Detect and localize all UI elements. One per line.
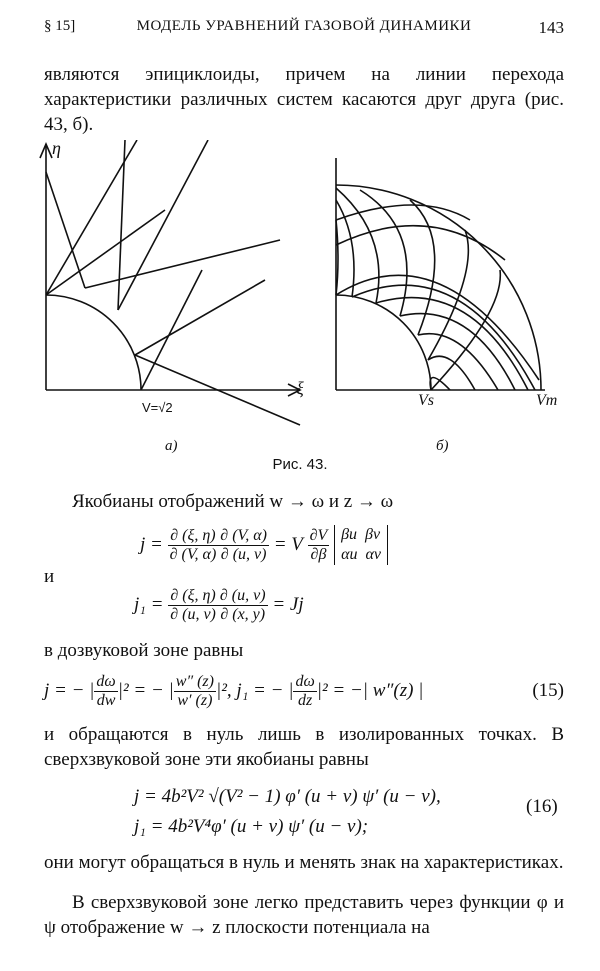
word-and: и <box>44 566 55 587</box>
eq16-number: (16) <box>526 796 558 817</box>
sublabel-b: б) <box>436 438 449 454</box>
end-paragraph-2: В сверхзвуковой зоне легко представить через функции φ и ψ отображение w → z плоскости потенциала на <box>44 892 564 938</box>
jacobian-intro: Якобианы отображений w → ω и z → ω <box>72 491 394 512</box>
point-label-sqrt2: V=√2 <box>142 400 173 415</box>
diagram-a <box>30 140 320 430</box>
equation-j1 <box>134 580 304 630</box>
xi-label: ξ <box>296 378 304 398</box>
running-header <box>44 18 564 40</box>
running-title: МОДЕЛЬ УРАВНЕНИЙ ГАЗОВОЙ ДИНАМИКИ <box>136 18 472 34</box>
eq1-mid: = V <box>273 534 303 555</box>
eq1-frac1: $\frac{\partial (\xi, \eta)}{\partial (V, \alpha)}$ <box>169 526 217 563</box>
eq1-frac2: $\frac{\partial (V, \alpha)}{\partial (u, v)}$ <box>220 526 267 563</box>
eq1-lhs: j = <box>140 534 163 555</box>
eq16-line2: j₁ = 4b²V⁴φ′ (u + v) ψ′ (u − v); <box>134 816 369 837</box>
page-number: 143 <box>538 18 564 37</box>
diagram-b <box>330 140 560 430</box>
arc-vs <box>336 295 431 390</box>
eq15-frac1: $\frac{d\omega}{dw}$ <box>96 672 116 709</box>
subsonic-text: в дозвуковой зоне равны <box>44 640 244 661</box>
eq16-line1: j = 4b²V² √(V² − 1) φ′ (u + v) ψ′ (u − v), <box>134 786 441 807</box>
end-paragraph-1: они могут обращаться в нуль и менять знак на характеристиках. <box>44 852 564 873</box>
eta-label: η <box>52 138 61 158</box>
figure-43 <box>30 140 570 470</box>
eq2-rhs: = Jj <box>272 594 304 615</box>
eq2-lhs: j₁ = <box>134 594 164 615</box>
middle-paragraph: и обращаются в нуль лишь в изолированных точках. В сверхзвуковой зоне эти якобианы равны <box>44 724 564 770</box>
label-vm: Vm <box>536 392 558 409</box>
equation-j <box>140 520 388 570</box>
eq15-number: (15) <box>532 680 564 701</box>
equation-15: j = − | $\frac{d\omega}{dw}$ | ² = − | $\frac{w'' (z)}{w' (z)}$ | ², j₁ = − | $\frac{d\omega}{dz}$ | ² = −| w″(z) | (15) <box>44 672 564 709</box>
eq1-frac3: $\frac{\partial V}{\partial\beta}$ <box>309 526 328 563</box>
figure-caption: Рис. 43. <box>272 456 328 473</box>
eq15-frac2: $\frac{w'' (z)}{w' (z)}$ <box>175 672 214 709</box>
sonic-arc <box>46 295 141 390</box>
intro-paragraph: являются эпициклоиды, причем на линии перехода характеристики различных систем касаются друг друга (рис. 43, б). <box>44 64 564 135</box>
section-number: § 15] <box>44 18 76 34</box>
equation-16 <box>134 782 441 842</box>
eq2-frac2: $\frac{\partial (u, v)}{\partial (x, y)}$ <box>219 586 266 623</box>
label-vs: Vs <box>418 392 434 409</box>
sublabel-a: а) <box>165 438 178 454</box>
eq1-determinant: βu βv αu αv <box>334 525 388 565</box>
eq15-frac3: $\frac{d\omega}{dz}$ <box>295 672 315 709</box>
eq2-frac1: $\frac{\partial (\xi, \eta)}{\partial (u, v)}$ <box>170 586 216 623</box>
